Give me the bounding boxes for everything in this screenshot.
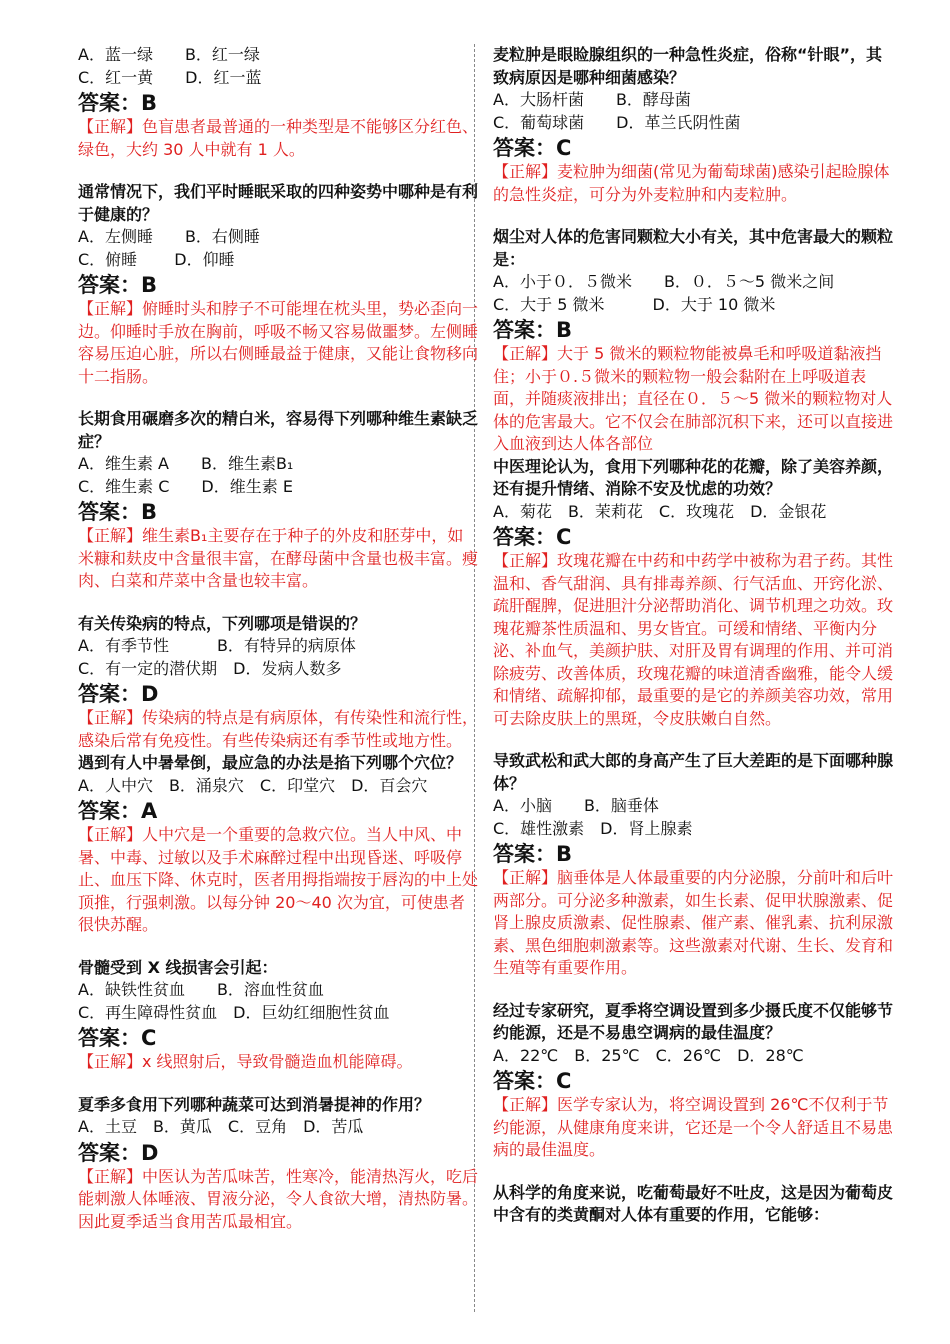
option-line: A．小于０．５微米 B．０．５～5 微米之间 xyxy=(493,272,835,291)
question-text: 烟尘对人体的危害同颗粒大小有关，其中危害最大的颗粒是： xyxy=(493,227,894,269)
question-block xyxy=(78,44,478,161)
question-text: 遇到有人中暑晕倒，最应急的办法是掐下列哪个穴位？ xyxy=(78,753,463,772)
option-line: C．维生素 C D．维生素 E xyxy=(78,476,293,496)
option-line: C．红一黄 D．红一蓝 xyxy=(78,67,262,87)
answer-label: 答案：C xyxy=(493,1069,572,1093)
question-block xyxy=(493,456,893,731)
question-block xyxy=(78,957,478,1074)
explanation-text: 【正解】人中穴是一个重要的急救穴位。当人中风、中暑、中毒、过敏以及手术麻醉过程中出现昏迷、呼吸停止、血压下降、休克时，医者用拇指端按于唇沟的中上处顶推，行强刺激。以每分钟 20～40 次为宜，可使患者很快苏醒。 xyxy=(78,825,479,934)
question-block xyxy=(493,44,893,206)
option-line: C．俯睡 D．仰睡 xyxy=(78,249,235,269)
option-line: C．葡萄球菌 D．革兰氏阴性菌 xyxy=(493,112,741,132)
answer-label: 答案：C xyxy=(78,1026,157,1050)
question-text: 麦粒肿是眼睑腺组织的一种急性炎症，俗称“针眼”，其致病原因是哪种细菌感染？ xyxy=(493,45,883,87)
answer-label: 答案：B xyxy=(78,91,158,115)
question-block xyxy=(493,1000,893,1162)
question-text: 夏季多食用下列哪种蔬菜可达到消暑提神的作用？ xyxy=(78,1094,431,1114)
option-line: C．再生障碍性贫血 D．巨幼红细胞性贫血 xyxy=(78,1002,390,1022)
option-line: A．蓝一绿 B．红一绿 xyxy=(78,45,260,64)
question-block xyxy=(78,408,478,593)
question-text: 中医理论认为，食用下列哪种花的花瓣，除了美容养颜，还有提升情绪、消除不安及忧虑的功效？ xyxy=(493,456,894,498)
answer-label: 答案：D xyxy=(78,682,159,706)
answer-label: 答案：A xyxy=(78,799,158,823)
answer-label: 答案：D xyxy=(78,1140,159,1165)
option-line: C．有一定的潜伏期 D．发病人数多 xyxy=(78,658,342,678)
answer-label: 答案：B xyxy=(78,273,158,297)
answer-label: 答案：B xyxy=(493,842,573,866)
explanation-text: 【正解】传染病的特点是有病原体，有传染性和流行性，感染后常有免疫性。有些传染病还有季节性或地方性。 xyxy=(78,708,479,750)
explanation-text: 【正解】脑垂体是人体最重要的内分泌腺，分前叶和后叶两部分。可分泌多种激素，如生长素、促甲状腺激素、促肾上腺皮质激素、促性腺素、催产素、催乳素、抗利尿激素、黑色细胞刺激素等。这些激素对代谢、生长、发育和生殖等有重要作用。 xyxy=(493,868,894,977)
option-line: C．雄性激素 D．肾上腺素 xyxy=(493,818,693,838)
option-line: C．大于 5 微米 D．大于 10 微米 xyxy=(493,294,776,314)
question-text: 经过专家研究，夏季将空调设置到多少摄氏度不仅能够节约能源，还是不易患空调病的最佳温度？ xyxy=(493,1000,894,1042)
question-text: 长期食用碾磨多次的精白米，容易得下列哪种维生素缺乏症？ xyxy=(78,409,479,451)
option-line: A．有季节性 B．有特异的病原体 xyxy=(78,636,356,655)
question-block xyxy=(493,1182,893,1227)
question-block xyxy=(78,181,478,388)
option-line: A．菊花 B．茉莉花 C．玫瑰花 D．金银花 xyxy=(493,501,827,521)
explanation-text: 【正解】麦粒肿为细菌(常见为葡萄球菌)感染引起睑腺体的急性炎症，可分为外麦粒肿和内麦粒肿。 xyxy=(493,162,890,204)
option-line: A．大肠杆菌 B．酵母菌 xyxy=(493,90,691,109)
explanation-text: 【正解】x 线照射后，导致骨髓造血机能障碍。 xyxy=(78,1052,413,1071)
question-text: 导致武松和武大郎的身高产生了巨大差距的是下面哪种腺体？ xyxy=(493,751,894,793)
option-line: A．22℃ B．25℃ C．26℃ D．28℃ xyxy=(493,1045,804,1065)
explanation-text: 【正解】俯睡时头和脖子不可能埋在枕头里，势必歪向一边。仰睡时手放在胸前，呼吸不畅又容易做噩梦。左侧睡容易压迫心脏，所以右侧睡最益于健康，又能让食物移向十二指肠。 xyxy=(78,299,479,386)
answer-label: 答案：C xyxy=(493,525,572,549)
question-block xyxy=(78,1094,478,1234)
explanation-text: 【正解】医学专家认为，将空调设置到 26℃不仅利于节约能源，从健康角度来讲，它还是一个令人舒适且不易患病的最佳温度。 xyxy=(493,1095,894,1159)
question-block xyxy=(78,752,478,937)
answer-label: 答案：B xyxy=(493,318,573,342)
option-line: A．小脑 B．脑垂体 xyxy=(493,796,659,815)
explanation-text: 【正解】中医认为苦瓜味苦，性寒冷，能清热泻火，吃后能刺激人体唾液、胃液分泌，令人食欲大增，清热防暑。因此夏季适当食用苦瓜最相宜。 xyxy=(78,1166,479,1231)
question-text: 从科学的角度来说，吃葡萄最好不吐皮，这是因为葡萄皮中含有的类黄酮对人体有重要的作用，它能够： xyxy=(493,1182,894,1224)
right-column xyxy=(493,44,893,1247)
answer-label: 答案：B xyxy=(78,500,158,524)
question-text: 骨髓受到 X 线损害会引起： xyxy=(78,957,278,977)
explanation-text: 【正解】色盲患者最普通的一种类型是不能够区分红色、绿色，大约 30 人中就有 1 人。 xyxy=(78,117,479,159)
option-line: A．人中穴 B．涌泉穴 C．印堂穴 D．百会穴 xyxy=(78,775,428,795)
answer-label: 答案：C xyxy=(493,136,572,160)
question-block xyxy=(78,613,478,753)
question-text: 通常情况下，我们平时睡眠采取的四种姿势中哪种是有利于健康的？ xyxy=(78,182,479,224)
left-column xyxy=(78,44,478,1253)
option-line: A．左侧睡 B．右侧睡 xyxy=(78,227,260,246)
question-block xyxy=(493,226,893,456)
option-line: A．土豆 B．黄瓜 C．豆角 D．苦瓜 xyxy=(78,1117,364,1136)
explanation-text: 【正解】维生素B₁主要存在于种子的外皮和胚芽中，如米糠和麸皮中含量很丰富，在酵母菌中含量也极丰富。瘦肉、白菜和芹菜中含量也较丰富。 xyxy=(78,526,479,590)
explanation-text: 【正解】玫瑰花瓣在中药和中药学中被称为君子药。其性温和、香气甜润、具有排毒养颜、行气活血、开窍化淤、疏肝醒脾，促进胆汁分泌帮助消化、调节机理之功效。玫瑰花瓣茶性质温和、男女皆宜。可缓和情绪、平衡内分泌、补血气，美颜护肤、对肝及胃有调理的作用、并可消除疲劳、改善体质，玫瑰花瓣的味道清香幽雅，能令人缓和情绪、疏解抑郁，最重要的是它的养颜美容功效，常用可去除皮肤上的黑斑，令皮肤嫩白自然。 xyxy=(493,551,894,728)
question-text: 有关传染病的特点，下列哪项是错误的？ xyxy=(78,613,367,633)
option-line: A．缺铁性贫血 B．溶血性贫血 xyxy=(78,980,324,999)
question-block xyxy=(493,750,893,980)
explanation-text: 【正解】大于 5 微米的颗粒物能被鼻毛和呼吸道黏液挡住；小于０.５微米的颗粒物一般会黏附在上呼吸道表面，并随痰液排出；直径在０．５～5 微米的颗粒物对人体的危害最大。它不仅会在肺部沉积下来，还可以直接进入血液到达人体各部位 xyxy=(493,344,894,453)
option-line: A．维生素 A B．维生素B₁ xyxy=(78,454,294,473)
